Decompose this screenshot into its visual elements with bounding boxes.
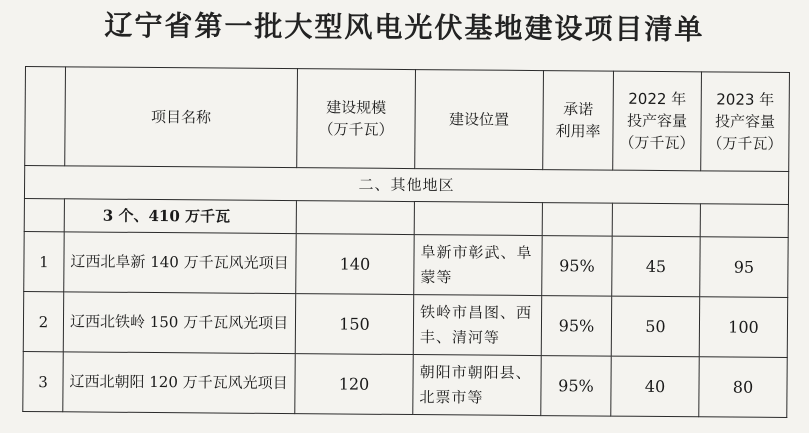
summary-index-cell: [24, 198, 64, 231]
summary-empty-cell: [700, 204, 788, 238]
header-capacity-2023-line2: 投产容量: [714, 112, 776, 131]
summary-empty-cell: [612, 203, 700, 237]
header-project-name: 项目名称: [65, 67, 298, 168]
header-capacity-2022-line3: （万千瓦）: [619, 133, 695, 153]
row-utilization: 95%: [542, 236, 612, 297]
row-capacity-2023: 95: [700, 237, 788, 298]
row-capacity-2022: 40: [611, 356, 699, 417]
row-project-name: 辽西北朝阳 120 万千瓦风光项目: [63, 352, 295, 414]
row-scale: 150: [295, 294, 413, 355]
summary-empty-cell: [542, 203, 612, 237]
row-location: 铁岭市昌图、西丰、清河等: [413, 295, 541, 356]
header-scale-line2: （万千瓦）: [318, 120, 394, 139]
row-capacity-2022: 45: [612, 236, 700, 297]
header-utilization-line1: 承诺: [563, 100, 594, 119]
table-row: [23, 291, 787, 357]
summary-label: 3 个、410 万千瓦: [64, 199, 296, 234]
project-table: [22, 66, 790, 418]
row-index: 3: [23, 351, 63, 411]
document-title: 辽宁省第一批大型风电光伏基地建设项目清单: [104, 8, 705, 47]
table-row: [24, 231, 788, 297]
summary-empty-cell: [414, 202, 542, 236]
header-scale-line1: 建设规模: [326, 98, 387, 117]
header-index: [25, 67, 66, 166]
header-capacity-2023-line3: （万千瓦）: [707, 134, 783, 153]
header-scale: [297, 69, 416, 169]
header-capacity-2023-line1: 2023 年: [716, 90, 775, 109]
row-capacity-2023: 100: [699, 297, 787, 358]
row-capacity-2023: 80: [699, 357, 787, 418]
row-index: 1: [24, 231, 64, 291]
header-capacity-2022-line1: 2022 年: [628, 89, 687, 109]
row-scale: 120: [295, 354, 413, 415]
header-utilization: [543, 71, 614, 171]
row-scale: 140: [296, 234, 414, 295]
row-project-name: 辽西北铁岭 150 万千瓦风光项目: [63, 292, 295, 354]
header-capacity-2023: [701, 72, 790, 172]
row-project-name: 辽西北阜新 140 万千瓦风光项目: [64, 232, 296, 294]
row-utilization: 95%: [541, 356, 611, 417]
header-utilization-line2: 利用率: [555, 122, 601, 141]
summary-empty-cell: [296, 201, 414, 235]
row-index: 2: [23, 291, 63, 351]
row-capacity-2022: 50: [611, 296, 699, 357]
header-capacity-2022-line2: 投产容量: [627, 111, 688, 131]
header-capacity-2022: [613, 71, 702, 171]
row-utilization: 95%: [541, 296, 611, 357]
header-row: [25, 67, 790, 172]
row-location: 阜新市彰武、阜蒙等: [414, 235, 542, 296]
table-row: [23, 351, 787, 417]
row-location: 朝阳市朝阳县、北票市等: [413, 355, 541, 416]
header-location: 建设位置: [415, 70, 544, 170]
region-label: 二、其他地区: [24, 166, 788, 205]
